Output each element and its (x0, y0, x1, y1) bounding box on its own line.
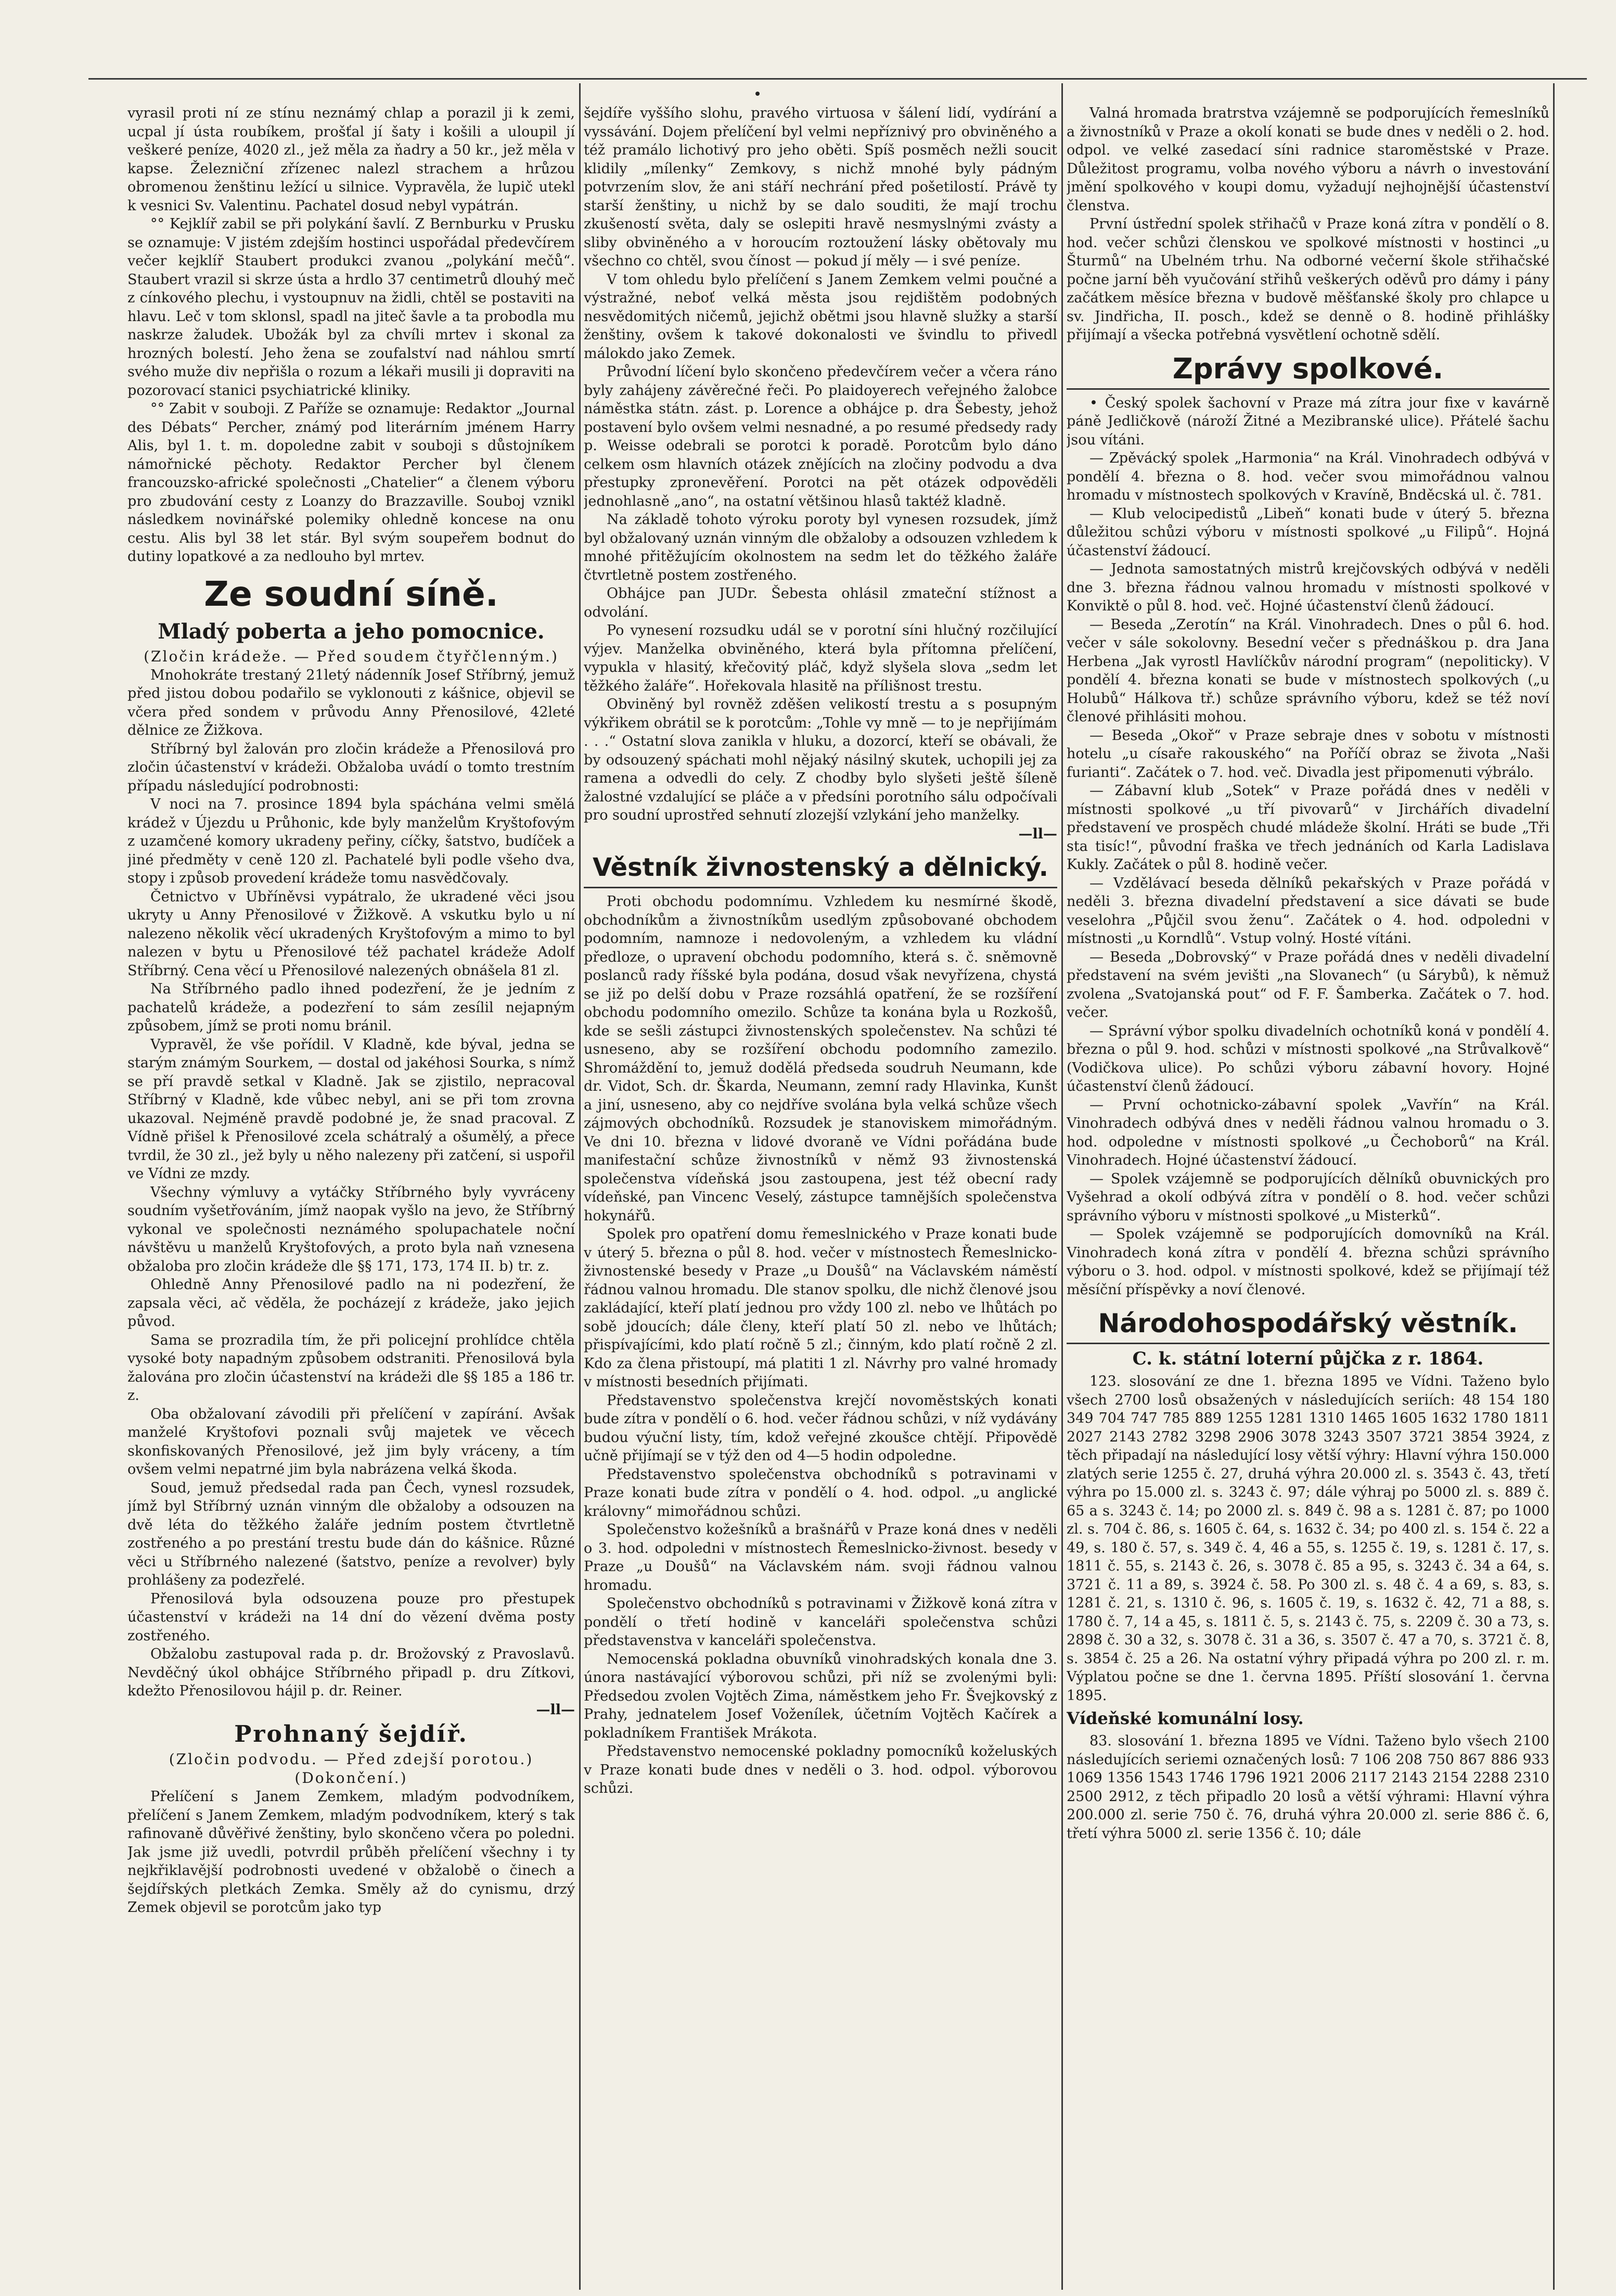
society-notice: — Vzdělávací beseda dělníků pekařských v Praze pořádá v neděli 3. března divadelní představení a sice dávati se bude veselohra „Půjčil svou ženu“. Začátek o 4. hod. odpoledni v místnosti „u Korndlů“. Vstup volný. Hosté vítáni. (1067, 875, 1549, 947)
top-rule (88, 78, 1587, 80)
society-notice: — Beseda „Okoř“ v Praze sebraje dnes v sobotu v místnosti hotelu „u císaře rakouského“ na Poříčí obraz se života „Naši furianti“. Začátek o 7. hod. več. Divadla jest připomenuti výbrálo. (1067, 727, 1549, 781)
article-title-sejdir: Prohnaný šejdíř. (234, 1721, 468, 1747)
section-heading-court: Ze soudní síně. (204, 573, 498, 614)
article-paragraph: V tom ohledu bylo přelíčení s Janem Zemkem velmi poučné a výstražné, neboť velká města jsou rejdištěm podobných nesvědomitých ničemů, jejichž obětmi jsou hlavně služky a starší ženštiny, ovšem k takové dokonalosti ve švindlu to přivedl málokdo jako Zemek. (584, 271, 1057, 362)
lottery-title-state: C. k. státní loterní půjčka z r. 1864. (1132, 1348, 1484, 1369)
article-paragraph: Oba obžalovaní závodili při přelíčení v zapírání. Avšak manželé Kryštofovi poznali svůj majetek ve věcech skonfiskovaných Přenosilové, jež jim byly vráceny, a tím ovšem velmi nepatrné jim byla nabrázena velká škoda. (127, 1406, 575, 1477)
column-rule-1 (579, 83, 581, 2290)
article-paragraph: Mnohokráte trestaný 21letý nádenník Josef Stříbrný, jemuž před jistou dobou podařilo se vyklonouti z kášnice, objevil se včera před sondem v průvodu Anny Přenosilové, 42leté dělnice ze Žižkova. (127, 667, 575, 738)
section-heading-trades: Věstník živnostenský a dělnický. (584, 850, 1057, 888)
society-notice: První ústřední spolek střihačů v Praze koná zítra v pondělí o 8. hod. večer schůzi členskou ve spolkové místnosti v hostinci „u Šturmů“ na Ubelném trhu. Na odborné večerní škole střihačské počne jarní běh vyučování střihů veškerých oděvů pro dámy i pány začátkem měsíce března v budově měšťanské školy pro chlapce u sv. Jindřicha, II. posch., kdež se denně o 8. hodině přihlášky přijímají a všecka potřebná vysvětlení ochotně sdělí. (1067, 216, 1549, 343)
trade-notice: Proti obchodu podomnímu. Vzhledem ku nesmírné škodě, obchodníkům a živnostníkům usedlým způsobované obchodem podomním, namnoze i nedovoleným, a vzhledem ku vládní předloze, o upravení obchodu podomního, která s. č. sněmovně poslanců rady říšské byla podána, dosud však nevyřízena, chystá se již po delší dobu v Praze rozsáhlá opatření, že se rozšíření obchodu podomního omezilo. Schůze ta konána byla u Rozkošů, kde se sešli zástupci živnostenských společenstev. Na schůzi té usneseno, aby se rozšíření obchodu podomního zamezilo. Shromáždění to, jemuž dodělá předseda soudruh Neumann, kde dr. Vidot, Sch. dr. Škarda, Neumann, zemní rady Hlavinka, Kunšt a jiní, usneseno, aby co nejdříve svolána byla velká schůze všech zájmových obchodníků. Rozsudek je stanoviskem mimořádným. Ve dni 10. března v lidové dvoraně ve Vídni pořádána bude manifestační schůze živnostníků v němž 93 živnostenská společenstva vídeňská jsou zastoupena, jest též obecní rady vídeňské, pan Vincenc Veselý, zástupce tamnějších společenstva hokynářů. (584, 894, 1057, 1224)
society-notice: — Beseda „Zerotín“ na Král. Vinohradech. Dnes o půl 6. hod. večer v sále sokolovny. Besední večer s přednáškou p. dra Jana Herbena „Jak vyrostl Havlíčkův národní program“ (nepoliticky). V pondělí 4. března konati se bude v místnostech spolkových („u Holubů“ Hálkova tř.) schůze správního výboru, kdež se též noví členové přihlásiti mohou. (1067, 616, 1549, 725)
lottery-results-vienna: 83. slosování 1. března 1895 ve Vídni. Taženo bylo všech 2100 následujících seriemi označených losů: 7 106 208 750 867 886 933 1069 1356 1543 1746 1796 1921 2006 2117 2143 2154 2288 2310 2500 2912, z těch připadlo 20 losů a větší výhrami: Hlavní výhra 200.000 zl. serie 750 č. 76, druhá výhra 20.000 zl. serie 886 č. 6, třetí výhra 5000 zl. serie 1356 č. 10; dále (1067, 1733, 1549, 1842)
article-paragraph: Sama se prozradila tím, že při policejní prohlídce chtěla vysoké boty napadným způsobem odstraniti. Přenosilová byla žalována pro zločin účastenství na krádeži dle §§ 185 a 186 tr. z. (127, 1332, 575, 1404)
ink-dot (755, 92, 760, 96)
article-paragraph: Ohledně Anny Přenosilové padlo na ni podezření, že zapsala věci, ač věděla, že pocházejí z krádeže, jako jejich původ. (127, 1277, 575, 1330)
article-paragraph: V noci na 7. prosince 1894 byla spáchána velmi smělá krádež v Újezdu u Průhonic, kde byly manželům Kryštofovým z uzamčené komory ukradeny peřiny, cíčky, šatstvo, budíček a jiné předměty v ceně 120 zl. Pachatelé byli podle všeho dva, stopy i způsob provedení krádeže tomu nasvědčovaly. (127, 796, 575, 886)
article-paragraph: Všechny výmluvy a vytáčky Stříbrného byly vyvráceny soudním vyšetřováním, jímž naopak vyšlo na jevo, že Stříbrný vykonal ve společnosti neznámého spolupachatele noční návštěvu u manželů Kryštofových, a proto byla naň vznesena obžaloba pro zločin krádeže dle §§ 171, 173, 174 II. b) tr. z. (127, 1184, 575, 1274)
article-paragraph: Vypravěl, že vše pořídil. V Kladně, kde býval, jedna se starým známým Sourkem, — dostal od jakéhosi Sourka, s nímž se pří pravdě setkal v Kladně. Jak se zjistilo, nepracoval Stříbrný v Kladně, kde vůbec nebyl, ani se při tom zrovna ukazoval. Nejméně pravdě podobné je, že snad pracoval. Z Vídně přišel k Přenosilové zcela schátralý a ošumělý, a přece tvrdil, že 30 zl., jež byly u něho nalezeny při zatčení, si uspořil ve Vídni ze mzdy. (127, 1036, 575, 1182)
trade-notice: Společenstvo obchodníků s potravinami v Žižkově koná zítra v pondělí o třetí hodině v kanceláři společenstva schůzi představenstva v kanceláři společenstva. (584, 1596, 1057, 1649)
news-continued: vyrasil proti ní ze stínu neznámý chlap a porazil ji k zemi, ucpal jí ústa roubíkem, prošťal jí šaty i košili a uloupil jí veškeré peníze, 4020 zl., jež měla za ňadry a 50 kr., jež měla v kapse. Železniční zřízenec nalezl strachem a hrůzou obromenou ženštinu ležící u silnice. Vypravěla, že lupič utekl k vesnici Sv. Valentinu. Pachatel dosud nebyl vypátrán. (127, 105, 575, 214)
article-title-poberta: Mladý poberta a jeho pomocnice. (158, 619, 545, 644)
society-notice: Valná hromada bratrstva vzájemně se podporujících řemeslníků a živnostníků v Praze a okolí konati se bude dnes v neděli o 2. hod. odpol. ve velké zasedací síni radnice staroměstské v Praze. Důležitost programu, volba nového výboru a návrh o investování jmění spolkového v koupi domu, vyžadují nejhojnější účastenství členstva. (1067, 105, 1549, 214)
society-notice: — První ochotnicko-zábavní spolek „Vavřín“ na Král. Vinohradech odbývá dnes v neděli řádnou valnou hromadu o 3. hod. odpoledne v místnosti spolkové „u Čechoborů“ na Král. Vinohradech. Hojné účastenství žádoucí. (1067, 1096, 1549, 1168)
section-heading-societies: Zprávy spolkové. (1067, 352, 1549, 390)
article-deck-poberta: (Zločin krádeže. — Před soudem čtyřčlenným.) (144, 647, 559, 665)
society-notice: — Zpěvácký spolek „Harmonia“ na Král. Vinohradech odbývá v pondělí 4. března o 8. hod. večer svou mimořádnou valnou hromadu v místnostech spolkových v Kravíně, Bnděcská ul. č. 781. (1067, 450, 1549, 503)
article-paragraph: Po vynesení rozsudku udál se v porotní síni hlučný rozčilující výjev. Manželka obviněného, která byla přítomna přelíčení, vypukla v hlasitý, křečovitý pláč, když slyšela slova „sedm let těžkého žaláře“. Hořekovala hlasitě na přílišnost trestu. (584, 622, 1057, 694)
article-paragraph: Přelíčení s Janem Zemkem, mladým podvodníkem, přelíčení s Janem Zemkem, mladým podvodníkem, který s tak rafinovaně důvěřivé ženštiny, bylo skončeno včera po poledni. Jak jsme již uvedli, potvrdil průběh přelíčení všechny i ty nejkřiklavější podrobnosti uvedené v obžalobě o činech a šejdířských pletkách Zemka. Směly až do cynismu, drzý Zemek objevil se porotcům jako typ (127, 1789, 575, 1916)
article-paragraph: Na základě tohoto výroku poroty byl vynesen rozsudek, jímž byl obžalovaný uznán vinným dle obžaloby a odsouzen vzhledem k mnohé přitěžujícím okolnostem na sedm let do těžkého žaláře čtvrtletně postem zostřeného. (584, 512, 1057, 583)
article-paragraph: Obhájce pan JUDr. Šebesta ohlásil zmateční stížnost a odvolání. (584, 585, 1057, 620)
society-notice: — Spolek vzájemně se podporujících domovníků na Král. Vinohradech koná zítra v pondělí 4. března schůzi správního výboru o 3. hod. odpol. v místnosti spolkové, kdež se přijímají též měsíční příspěvky a noví členové. (1067, 1226, 1549, 1298)
column-rule-2 (1061, 83, 1063, 2290)
article-paragraph: Průvodní líčení bylo skončeno předevčírem večer a včera ráno byly zahájeny závěrečné řeči. Po plaidoyerech veřejného žalobce náměstka státn. zást. p. Lorence a obhájce p. dra Šebesty, jehož postavení bylo ovšem velmi nesnadné, a po resumé předsedy rady p. Weisse odebrali se porotci k poradě. Porotcům bylo dáno celkem osm hlavních otázek znějících na zločiny podvodu a dva přestupky zpronevěření. Porotci na pět otázek odpověděli jednohlasně „ano“, na ostatní většinou hlasů taktéž kladně. (584, 364, 1057, 509)
trade-notice: Spolek pro opatření domu řemeslnického v Praze konati bude v úterý 5. března o půl 8. hod. večer v místnostech Řemeslnicko-živnostenské besedy v Praze „u Doušů“ na Václavském náměstí řádnou valnou hromadu. Dle stanov spolku, dle nichž členové jsou zakládající, kteří platí jednou pro vždy 100 zl. nebo ve lhůtách po sobě jdoucích; dále členy, kteří platí 50 zl. nebo ve lhůtách; přispívajícími, kdo platí ročně 5 zl.; činným, kdo platí ročně 2 zl. Kdo za člena přistoupí, má platiti 1 zl. Návrhy pro valné hromady v místnosti besedních přijímati. (584, 1226, 1057, 1390)
article-continued-note: (Dokončení.) (294, 1769, 408, 1787)
article-paragraph: Obviněný byl rovněž zděšen velikostí trestu a s posupným výkřikem obrátil se k porotcům: „Tohle vy mně — to je nepřijímám . . .“ Ostatní slova zanikla v hluku, a dozorcí, kteří se obávali, že by odsouzený spáchati mohl nějaký násilný skutek, uchopili jej za ramena a odvedli do cely. Z chodby bylo slyšeti ještě šíleně žalostné vzdalující se pláče a v předsíni porotního sálu odpočívali pro soudní uprostřed sehnutí zlozejší vzlykání jeho manželky. (584, 696, 1057, 823)
column-1 (127, 104, 575, 2279)
society-notice: — Správní výbor spolku divadelních ochotníků koná v pondělí 4. března o půl 9. hod. schůzi v místnosti spolkové „na Strůvalkově“ (Vodičkova ulice). Po schůzi výboru zábavní hovory. Hojné účastenství členů žádoucí. (1067, 1023, 1549, 1094)
trade-notice: Společenstvo kožešníků a brašnářů v Praze koná dnes v neděli o 3. hod. odpoledni v místnostech Řemeslnicko-živnost. besedy v Praze „u Doušů“ na Václavském nám. svoji řádnou valnou hromadu. (584, 1522, 1057, 1593)
news-duel: °° Zabit v souboji. Z Paříže se oznamuje: Redaktor „Journal des Débats“ Percher, známý pod literárním jménem Harry Alis, byl 1. t. m. dopoledne zabit v souboji s důstojníkem námořnické pěchoty. Redaktor Percher byl členem francouzsko-africké společnosti „Chatelier“ a členem výboru pro zbudování cesty z Loanzy do Brazzaville. Souboj vznikl následkem novinářské polemiky ohledně koncese na onu cestu. Alis byl 38 let stár. Byl svým soupeřem bodnut do dutiny lopatkové a za nedlouho byl mrtev. (127, 401, 575, 565)
news-juggler: °° Kejklíř zabil se při polykání šavlí. Z Bernburku v Prusku se oznamuje: V jistém zdejším hostinci uspořádal předevčírem večer kejklíř Staubert produkci zvanou „polykání mečů“. Staubert vrazil si skrze ústa a hrdlo 37 centimetrů dlouhý meč z cínkového plechu, i vystoupnuv na židli, chtěl se postaviti na hlavu. Leč v tom sklonsl, spadl na jiteč šavle a ta probodla mu naskrze žaludek. Ubožák byl za chvíli mrtev i skonal za hrozných bolestí. Jeho žena se zoufalství nad náhlou smrtí svého muže div nepřišla o rozum a lékaři musili ji dopraviti na pozorovací stanici psychiatrické kliniky. (127, 216, 575, 399)
trade-notice: Představenstvo společenstva krejčí novoměstských konati bude zítra v pondělí o 6. hod. večer řádnou schůzi, v níž vydávány budou výuční listy, tím, kdož veřejné zkoušce chtějí. Připovědě učně přijímají se v týž den od 4—5 hodin odpoledne. (584, 1392, 1057, 1464)
column-3 (1067, 104, 1549, 2279)
lottery-results-state: 123. slosování ze dne 1. března 1895 ve Vídni. Taženo bylo všech 2700 losů obsažených v následujících seriích: 48 154 180 349 704 747 785 889 1255 1281 1310 1465 1605 1632 1780 1811 2027 2143 2782 3298 2906 3078 3243 3507 3721 3854 3924, z těch připadají na následující losy větší výhry: Hlavní výhra 150.000 zlatých serie 1255 č. 27, druhá výhra 20.000 zl. s. 3543 č. 43, třetí výhra po 15.000 zl. s. 3243 č. 97; dále výhraj po 5000 zl. s. 889 č. 65 a s. 3243 č. 14; po 2000 zl. s. 849 č. 98 a s. 1281 č. 87; po 1000 zl. s. 704 č. 86, s. 1605 č. 64, s. 1632 č. 34; po 400 zl. s. 154 č. 22 a 49, s. 180 č. 57, s. 349 č. 4, 46 a 55, s. 1255 č. 19, s. 1281 č. 17, s. 1811 č. 55, s. 2143 č. 26, s. 3078 č. 85 a 95, s. 3243 č. 34 a 64, s. 3721 č. 11 a 89, s. 3924 č. 58. Po 300 zl. s. 48 č. 4 a 69, s. 83, s. 1281 č. 21, s. 1310 č. 96, s. 1605 č. 19, s. 1632 č. 42, 71 a 88, s. 1780 č. 7, 14 a 45, s. 1811 č. 5, s. 2143 č. 75, s. 2209 č. 30 a 73, s. 2898 č. 30 a 32, s. 3078 č. 31 a 36, s. 3507 č. 47 a 70, s. 3721 č. 8, s. 3854 č. 25 a 26. Na ostatní výhry připadá výhra po 200 zl. r. m. Výplatou počne se dne 1. června 1895. Příští slosování 1. června 1895. (1067, 1373, 1549, 1704)
article-signature: —ll— (536, 1701, 575, 1718)
article-paragraph: Četnictvo v Ubříněvsi vypátralo, že ukradené věci jsou ukryty u Anny Přenosilové v Žižkově. A vskutku bylo u ní nalezeno několik věcí ukradených Kryštofovým a mimo to byl nalezen v bytu u Přenosilové též pachatel krádeže Adolf Stříbrný. Cena věcí u Přenosilové nalezených obnášela 81 zl. (127, 888, 575, 979)
trade-notice: Představenstvo nemocenské pokladny pomocníků koželuských v Praze konati bude dnes v neděli o 3. hod. odpol. výborovou schůzi. (584, 1743, 1057, 1796)
article-paragraph: Stříbrný byl žalován pro zločin krádeže a Přenosilová pro zločin účastenství v krádeži. Obžaloba uvádí o tomto trestním případu následující podrobnosti: (127, 741, 575, 794)
society-notice: — Zábavní klub „Sotek“ v Praze pořádá dnes v neděli v místnosti spolkové „u tří pivovarů“ v Jirchářích divadelní představení ve prospěch chudé mládeže školní. Hráti se bude „Tři sta tisíc!“, původní fraška ve třech jednáních od Karla Ladislava Kukly. Začátek o půl 8. hodině večer. (1067, 783, 1549, 873)
society-notice: — Beseda „Dobrovský“ v Praze pořádá dnes v neděli divadelní představení na svém jevišti „na Slovanech“ (u Sárybů), k němuž zvolena „Svatojanská pout“ od F. F. Šamberka. Začátek o 7. hod. večer. (1067, 949, 1549, 1021)
article-paragraph: šejdíře vyššího slohu, pravého virtuosa v šálení lidí, vydírání a vyssávání. Dojem přelíčení byl velmi nepříznivý pro obviněného a též pramálo lichotivý pro jeho oběti. Spíš posměch nežli soucit klidily „mílenky“ Zemkovy, s nichž mnohé byly pádným potvrzením slov, že ani stáří nechrání před pošetilostí. Právě ty starší ženštiny, u nichž by se dalo souditi, že mají trochu zkušeností světa, daly se oslepiti hravě nesmyslnými zvásty a sliby obviněného a v horoucím roztoužení lásky obětovaly mu všechno co chtěl, svou čínost — pokud jí měly — i své peníze. (584, 105, 1057, 269)
article-paragraph: Soud, jemuž předsedal rada pan Čech, vynesl rozsudek, jímž byl Stříbrný uznán vinným dle obžaloby a odsouzen na dvě léta do těžkého žaláře jedním postem čtvrtletně zostřeného a po prestání trestu bude dán do kášnice. Různé věci u Stříbrného nalezené (šatstvo, peníze a revolver) byly prohlášeny za podezřelé. (127, 1479, 575, 1588)
column-2 (584, 104, 1057, 2279)
article-paragraph: Přenosilová byla odsouzena pouze pro přestupek účastenství v krádeži na 14 dní do vězení dvěma posty zostřeného. (127, 1590, 575, 1644)
lottery-title-vienna: Vídeňské komunální losy. (1067, 1708, 1304, 1728)
trade-notice: Nemocenská pokladna obuvníků vinohradských konala dne 3. února nastávající výborovou schůzi, při níž se zvolenými byli: Předsedou zvolen Vojtěch Zima, náměstkem jeho Fr. Švejkovský z Prahy, jednatelem Josef Voženílek, účetním Vojtěch Kačírek a pokladníkem František Mrákota. (584, 1651, 1057, 1741)
article-paragraph: Obžalobu zastupoval rada p. dr. Brožovský z Pravoslavů. Nevděčný úkol obhájce Stříbrného připadl p. dru Zítkovi, kdežto Přenosilovou hájil p. dr. Reiner. (127, 1646, 575, 1699)
society-notice: • Český spolek šachovní v Praze má zítra jour fixe v kavárně páně Jedličkově (nároží Žitné a Mezibranské ulice). Přátelé šachu jsou vítáni. (1067, 394, 1549, 448)
section-heading-economy: Národohospodářský věstník. (1067, 1306, 1549, 1344)
article-signature: —ll— (1018, 825, 1057, 842)
article-deck-sejdir: (Zločin podvodu. — Před zdejší porotou.) (169, 1751, 534, 1768)
article-paragraph: Na Stříbrného padlo ihned podezření, že je jedním z pachatelů krádeže, a podezření to sám zesílil nejapným způsobem, jímž se proti nomu bránil. (127, 981, 575, 1034)
society-notice: — Klub velocipedistů „Libeň“ konati bude v úterý 5. března důležitou schůzi výboru v místnosti spolkové „u Filipů“. Hojná účastenství žádoucí. (1067, 505, 1549, 559)
column-rule-3 (1553, 83, 1555, 2290)
society-notice: — Jednota samostatných mistrů krejčovských odbývá v neděli dne 3. března řádnou valnou hromadu v místnosti spolkové v Konviktě o půl 8. hod. več. Hojné účastenství členů žádoucí. (1067, 561, 1549, 614)
society-notice: — Spolek vzájemně se podporujících dělníků obuvnických pro Vyšehrad a okolí odbývá zítra v pondělí o 8. hod. večer schůzi správního výboru v místnosti spolkové „u Misterků“. (1067, 1170, 1549, 1224)
trade-notice: Představenstvo společenstva obchodníků s potravinami v Praze konati bude zítra v pondělí o 4. hod. odpol. „u anglické královny“ mimořádnou schůzi. (584, 1466, 1057, 1520)
